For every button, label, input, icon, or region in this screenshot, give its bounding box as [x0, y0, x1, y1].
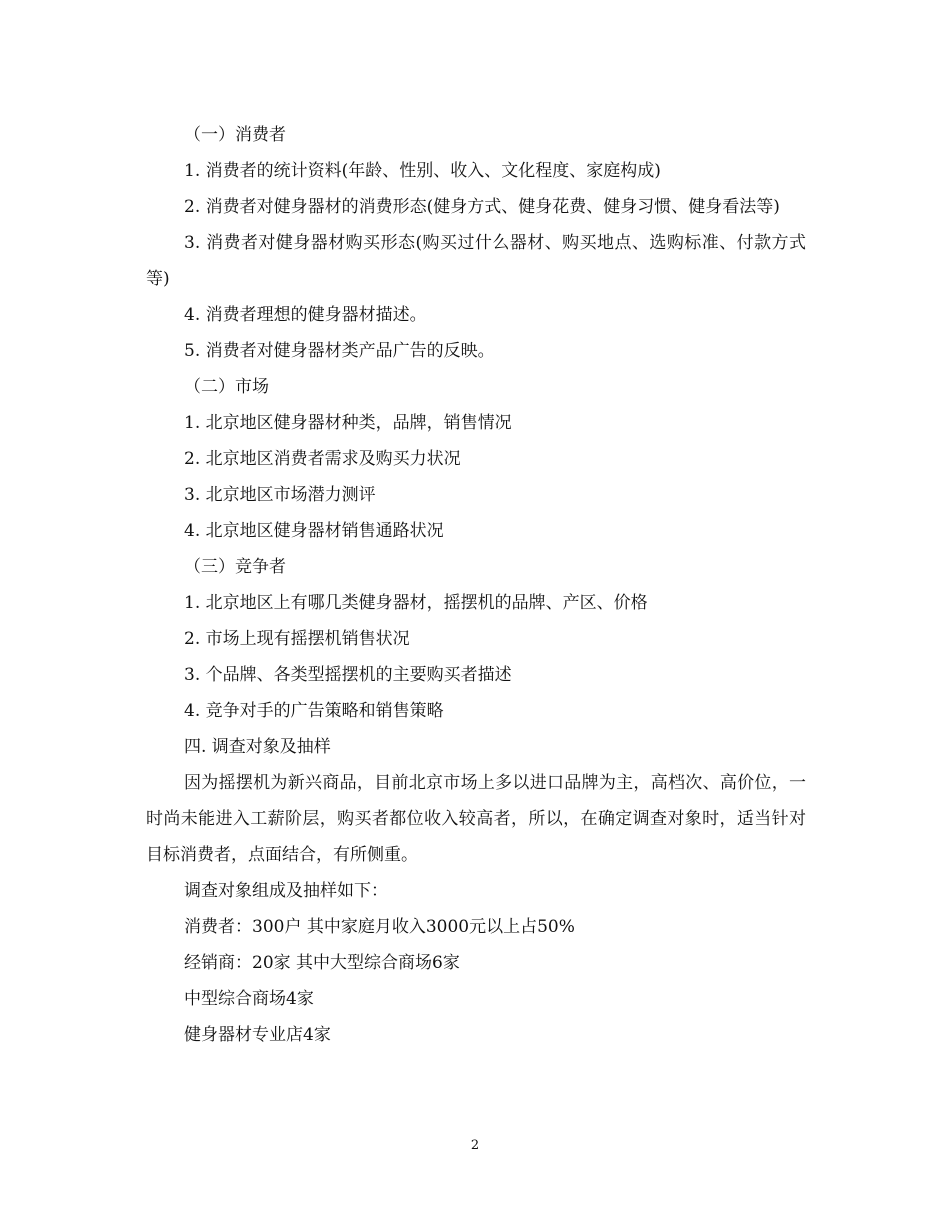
sample-line: 消费者：300户 其中家庭月收入3000元以上占50% [184, 917, 575, 937]
sample-line: 中型综合商场4家 [184, 989, 314, 1009]
list-item: 3. 个品牌、各类型摇摆机的主要购买者描述 [184, 665, 512, 685]
list-item: 1. 消费者的统计资料(年龄、性别、收入、文化程度、家庭构成) [184, 161, 661, 181]
body-paragraph: 因为摇摆机为新兴商品，目前北京市场上多以进口品牌为主，高档次、高价位，一时尚未能进入工薪阶层，购买者都位收入较高者，所以，在确定调查对象时，适当针对目标消费者，点面结合，有所侧重。 [146, 773, 806, 865]
list-item: 3. 北京地区市场潜力测评 [184, 485, 376, 505]
list-item: 2. 市场上现有摇摆机销售状况 [184, 629, 410, 649]
list-item: 2. 北京地区消费者需求及购买力状况 [184, 449, 461, 469]
list-item: 3. 消费者对健身器材购买形态(购买过什么器材、购买地点、选购标准、付款方式等) [146, 233, 806, 289]
page-number: 2 [470, 1138, 480, 1153]
document-body [146, 117, 806, 1053]
body-paragraph: 调查对象组成及抽样如下： [184, 881, 388, 901]
sample-line: 健身器材专业店4家 [184, 1025, 331, 1045]
section-heading-competitors: （三）竞争者 [184, 557, 286, 577]
list-item: 5. 消费者对健身器材类产品广告的反映。 [184, 341, 495, 361]
list-item: 1. 北京地区上有哪几类健身器材，摇摆机的品牌、产区、价格 [184, 593, 648, 613]
section-heading-market: （二）市场 [184, 377, 269, 397]
list-item: 4. 消费者理想的健身器材描述。 [184, 305, 427, 325]
section-heading-survey-targets: 四. 调查对象及抽样 [184, 737, 331, 757]
list-item: 4. 北京地区健身器材销售通路状况 [184, 521, 444, 541]
list-item: 4. 竞争对手的广告策略和销售策略 [184, 701, 444, 721]
list-item: 1. 北京地区健身器材种类，品牌，销售情况 [184, 413, 512, 433]
section-heading-consumers: （一）消费者 [184, 125, 286, 145]
sample-line: 经销商：20家 其中大型综合商场6家 [184, 953, 460, 973]
list-item: 2. 消费者对健身器材的消费形态(健身方式、健身花费、健身习惯、健身看法等) [184, 197, 780, 217]
